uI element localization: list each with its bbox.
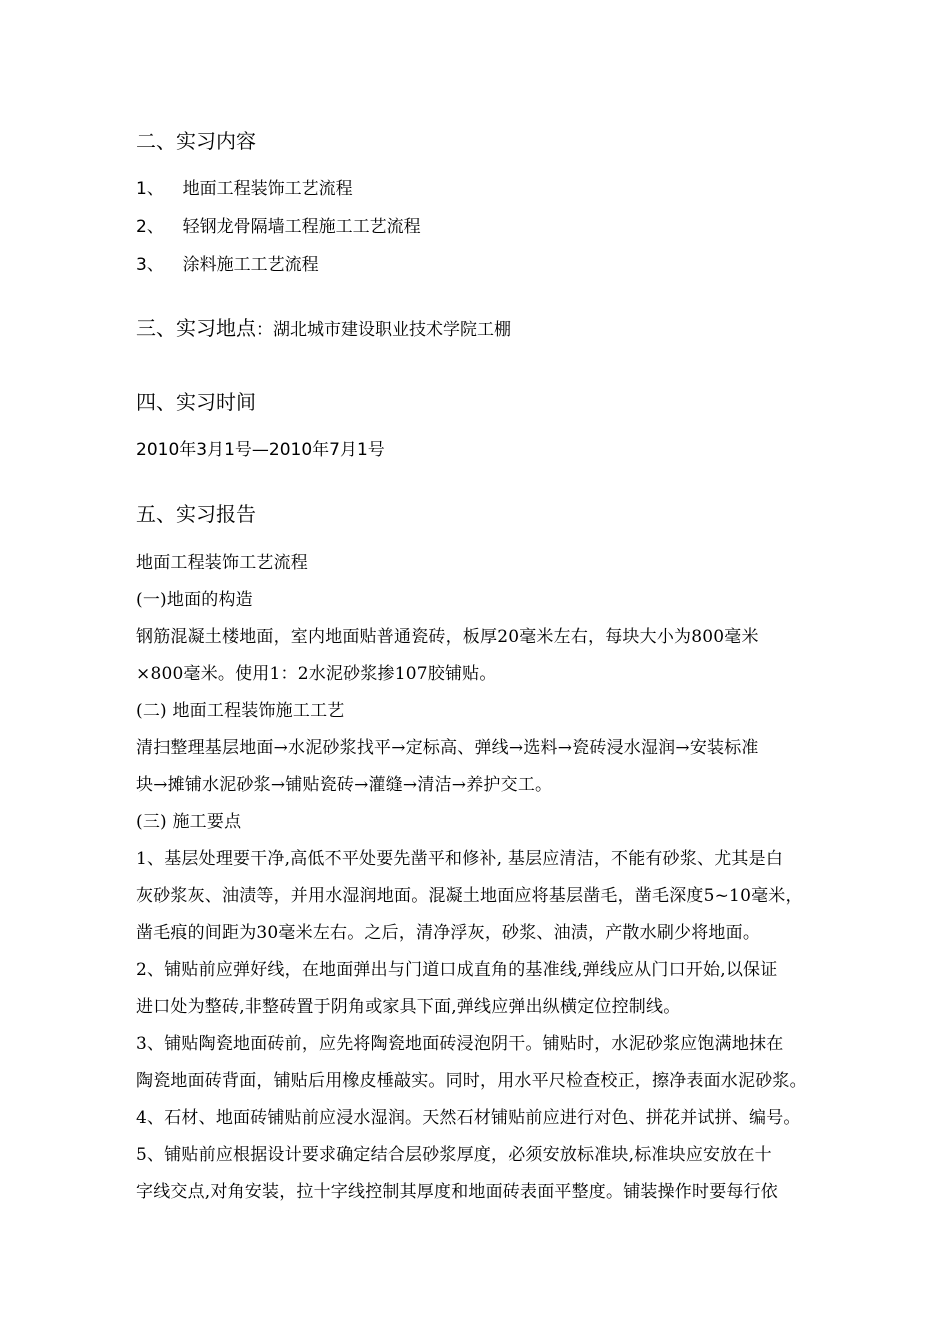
section-internship-time <box>136 387 256 417</box>
report-line: 清扫整理基层地面→水泥砂浆找平→定标高、弹线→选料→瓷砖浸水湿润→安装标准 <box>136 738 759 758</box>
report-line: 3、铺贴陶瓷地面砖前，应先将陶瓷地面砖浸泡阴干。铺贴时，水泥砂浆应饱满地抹在 <box>136 1034 784 1054</box>
list-item <box>136 252 421 290</box>
report-line: 陶瓷地面砖背面，铺贴后用橡皮棰敲实。同时，用水平尺检查校正，擦净表面水泥砂浆。 <box>136 1071 807 1091</box>
section-heading-time: 四、实习时间 <box>136 390 256 414</box>
list-item-number: 3、 <box>136 255 164 275</box>
content-list <box>136 176 421 290</box>
section-internship-location <box>136 313 511 345</box>
location-colon: ： <box>256 320 273 340</box>
list-item <box>136 214 421 252</box>
report-line: 4、石材、地面砖铺贴前应浸水湿润。天然石材铺贴前应进行对色、拼花并试拼、编号。 <box>136 1108 801 1128</box>
location-label: 三、实习地点 <box>136 316 256 340</box>
list-item-text: 轻钢龙骨隔墙工程施工工艺流程 <box>182 217 421 237</box>
report-line: 进口处为整砖,非整砖置于阴角或家具下面,弹线应弹出纵横定位控制线。 <box>136 997 681 1017</box>
section-internship-content <box>136 126 256 156</box>
location-value: 湖北城市建设职业技术学院工棚 <box>273 320 511 340</box>
report-line: (一)地面的构造 <box>136 590 253 610</box>
internship-date-range: 2010年3月1号—2010年7月1号 <box>136 440 385 460</box>
list-item-number: 2、 <box>136 217 164 237</box>
report-line: 灰砂浆灰、油渍等，并用水湿润地面。混凝土地面应将基层凿毛，凿毛深度5~10毫米， <box>136 886 803 906</box>
section-heading-location <box>136 313 511 345</box>
time-value-block <box>136 435 385 465</box>
report-line: 地面工程装饰工艺流程 <box>136 553 308 573</box>
list-item-number: 1、 <box>136 179 164 199</box>
report-line: (二) 地面工程装饰施工工艺 <box>136 701 345 721</box>
report-line: 2、铺贴前应弹好线，在地面弹出与门道口成直角的基准线,弹线应从门口开始,以保证 <box>136 960 778 980</box>
report-body <box>136 545 856 1211</box>
report-line: ×800毫米。使用1：2水泥砂浆掺107胶铺贴。 <box>136 664 497 684</box>
report-line: 钢筋混凝土楼地面，室内地面贴普通瓷砖，板厚20毫米左右，每块大小为800毫米 <box>136 627 759 647</box>
report-line: (三) 施工要点 <box>136 812 242 832</box>
report-line: 1、基层处理要干净,高低不平处要先凿平和修补, 基层应清洁，不能有砂浆、尤其是白 <box>136 849 784 869</box>
section-internship-report <box>136 499 256 529</box>
report-line: 5、铺贴前应根据设计要求确定结合层砂浆厚度，必须安放标准块,标准块应安放在十 <box>136 1145 772 1165</box>
report-line: 凿毛痕的间距为30毫米左右。之后，清净浮灰，砂浆、油渍，产散水刷少将地面。 <box>136 923 761 943</box>
section-heading-report: 五、实习报告 <box>136 502 256 526</box>
list-item-text: 涂料施工工艺流程 <box>182 255 319 275</box>
list-item-text: 地面工程装饰工艺流程 <box>182 179 353 199</box>
list-item <box>136 176 421 214</box>
report-line: 块→摊铺水泥砂浆→铺贴瓷砖→灌缝→清洁→养护交工。 <box>136 775 553 795</box>
section-heading-content: 二、实习内容 <box>136 129 256 153</box>
report-line: 字线交点,对角安装，拉十字线控制其厚度和地面砖表面平整度。铺装操作时要每行依 <box>136 1182 779 1202</box>
